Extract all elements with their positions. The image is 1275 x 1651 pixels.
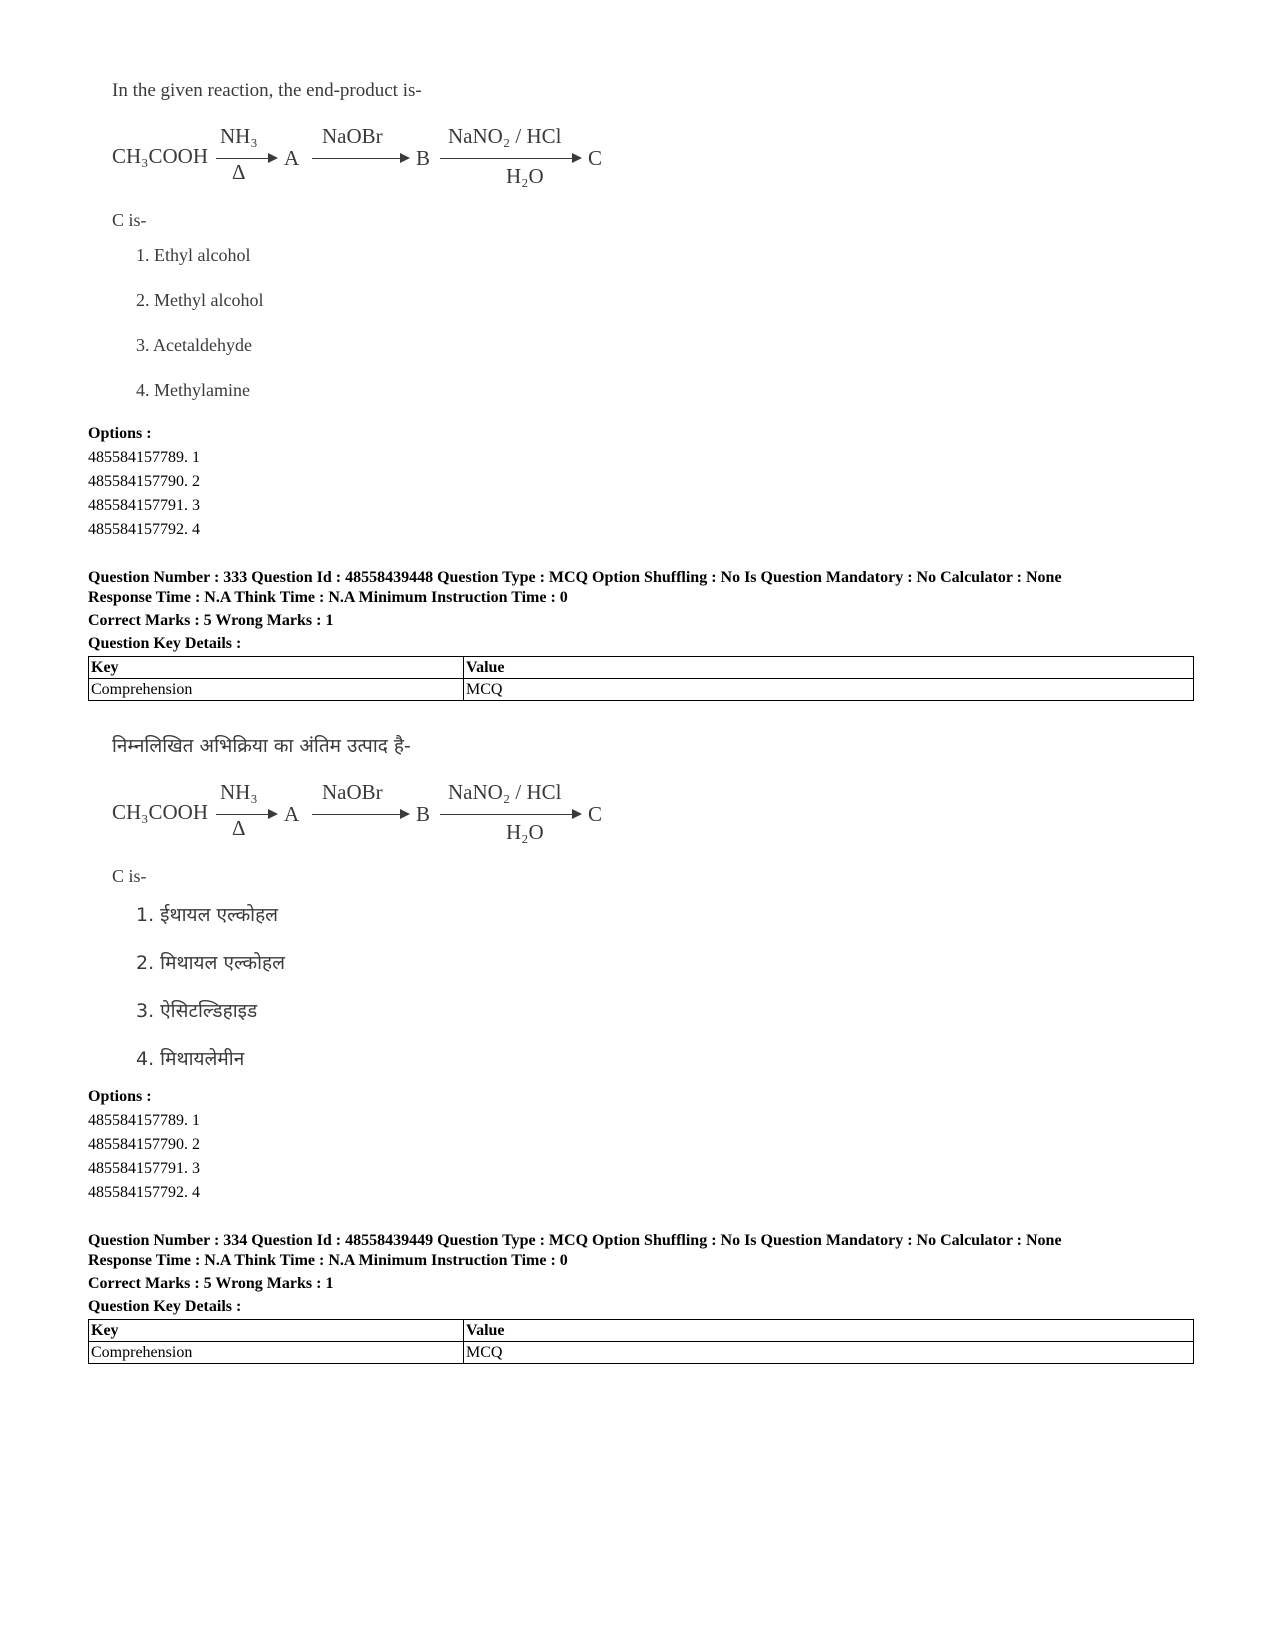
table-row	[89, 679, 1194, 701]
reagent-naobr: NaOBr	[322, 780, 383, 804]
condition-heat: Δ	[232, 160, 246, 184]
options-heading: Options :	[88, 1088, 152, 1105]
question-meta	[88, 1231, 1198, 1317]
option-item: 485584157790. 2	[88, 473, 200, 490]
question-image-english	[112, 80, 672, 425]
choice-item: 2. Methyl alcohol	[136, 290, 264, 310]
product-c: C	[588, 802, 603, 826]
option-item: 485584157791. 3	[88, 497, 200, 514]
reagent-nano2-hcl: NaNO₂ / HCl	[448, 780, 562, 804]
arrow-line	[440, 814, 574, 815]
choice-item: 2. मिथायल एल्कोहल	[136, 952, 286, 974]
reagent-nh3: NH₃	[220, 780, 258, 804]
choice-item: 3. Acetaldehyde	[136, 335, 252, 355]
arrow-head-icon	[572, 153, 582, 163]
product-a: A	[284, 802, 300, 826]
reagent-nh3: NH₃	[220, 124, 258, 148]
option-item: 485584157791. 3	[88, 1160, 200, 1177]
reaction-scheme	[112, 766, 672, 852]
choice-item: 3. ऐसिटल्डिहाइड	[136, 1000, 258, 1022]
reaction-scheme	[112, 110, 672, 196]
table-header-cell: Value	[464, 657, 1194, 679]
option-item: 485584157792. 4	[88, 521, 200, 538]
question-stem: निम्नलिखित अभिक्रिया का अंतिम उत्पाद है-	[112, 735, 411, 757]
choice-item: 4. Methylamine	[136, 380, 250, 400]
reagent-water: H₂O	[506, 164, 544, 188]
options-heading: Options :	[88, 425, 152, 442]
question-meta-line: Response Time : N.A Think Time : N.A Minimum Instruction Time : 0	[88, 589, 568, 606]
option-item: 485584157790. 2	[88, 1136, 200, 1153]
key-details-table	[88, 656, 1194, 701]
arrow-line	[216, 814, 270, 815]
question-meta-line: Response Time : N.A Think Time : N.A Minimum Instruction Time : 0	[88, 1252, 568, 1269]
options-block	[88, 422, 200, 542]
product-b: B	[416, 146, 431, 170]
question-image-hindi	[112, 732, 672, 1093]
question-meta-line: Question Number : 333 Question Id : 48558439448 Question Type : MCQ Option Shuffling : No Is Question Mandatory : No Calculator : None	[88, 569, 1062, 586]
choice-list	[112, 245, 672, 425]
choice-list	[112, 901, 672, 1093]
choice-item: 1. Ethyl alcohol	[136, 245, 251, 265]
table-row	[89, 1342, 1194, 1364]
option-item: 485584157792. 4	[88, 1184, 200, 1201]
table-cell: Comprehension	[89, 1342, 464, 1364]
arrow-head-icon	[572, 809, 582, 819]
option-item: 485584157789. 1	[88, 449, 200, 466]
arrow-head-icon	[268, 153, 278, 163]
arrow-line	[312, 814, 402, 815]
arrow-line	[440, 158, 574, 159]
table-cell: MCQ	[464, 1342, 1194, 1364]
table-header-cell: Key	[89, 657, 464, 679]
arrow-head-icon	[268, 809, 278, 819]
table-cell: MCQ	[464, 679, 1194, 701]
table-header-row	[89, 657, 1194, 679]
reagent-naobr: NaOBr	[322, 124, 383, 148]
condition-heat: Δ	[232, 816, 246, 840]
table-header-row	[89, 1320, 1194, 1342]
arrow-head-icon	[400, 809, 410, 819]
options-block	[88, 1085, 200, 1205]
marks-line: Correct Marks : 5 Wrong Marks : 1	[88, 612, 334, 629]
product-b: B	[416, 802, 431, 826]
key-details-table	[88, 1319, 1194, 1364]
arrow-head-icon	[400, 153, 410, 163]
option-item: 485584157789. 1	[88, 1112, 200, 1129]
question-meta-line: Question Number : 334 Question Id : 48558439449 Question Type : MCQ Option Shuffling : No Is Question Mandatory : No Calculator : None	[88, 1232, 1062, 1249]
c-is-label: C is-	[112, 866, 147, 886]
question-meta	[88, 568, 1198, 654]
arrow-line	[312, 158, 402, 159]
product-a: A	[284, 146, 300, 170]
key-details-label: Question Key Details :	[88, 1298, 242, 1315]
key-details-label: Question Key Details :	[88, 635, 242, 652]
table-header-cell: Value	[464, 1320, 1194, 1342]
c-is-label: C is-	[112, 210, 147, 230]
product-c: C	[588, 146, 603, 170]
reactant: CH₃COOH	[112, 800, 208, 824]
choice-item: 1. ईथायल एल्कोहल	[136, 904, 279, 926]
choice-item: 4. मिथायलेमीन	[136, 1048, 245, 1070]
reagent-nano2-hcl: NaNO₂ / HCl	[448, 124, 562, 148]
question-stem: In the given reaction, the end-product is-	[112, 80, 422, 101]
arrow-line	[216, 158, 270, 159]
table-header-cell: Key	[89, 1320, 464, 1342]
reagent-water: H₂O	[506, 820, 544, 844]
marks-line: Correct Marks : 5 Wrong Marks : 1	[88, 1275, 334, 1292]
reactant: CH₃COOH	[112, 144, 208, 168]
table-cell: Comprehension	[89, 679, 464, 701]
